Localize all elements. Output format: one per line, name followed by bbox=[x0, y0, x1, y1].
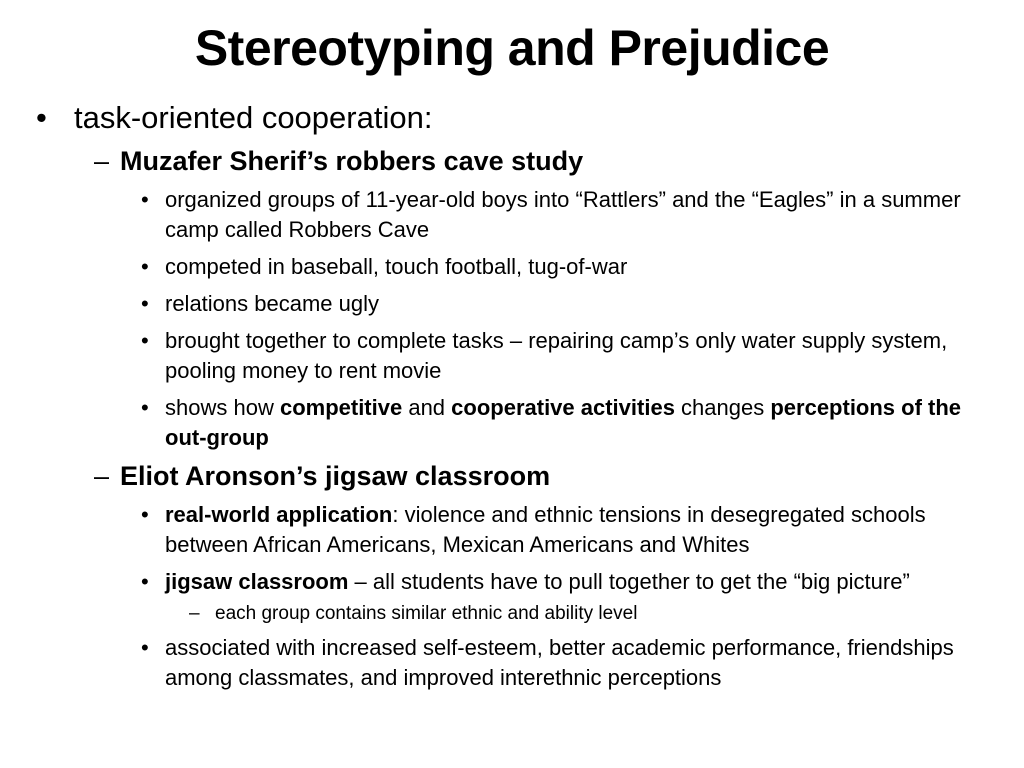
bullet-text: task-oriented cooperation: bbox=[74, 100, 433, 135]
point-emphasis: real-world application bbox=[165, 502, 393, 527]
point-text: – all students have to pull together to get the “big picture” bbox=[348, 569, 910, 594]
aronson-point-2 bbox=[141, 567, 1000, 597]
bullet-marker: • bbox=[141, 569, 149, 594]
sherif-point-4 bbox=[141, 326, 1000, 386]
aronson-subpoint bbox=[189, 602, 995, 626]
subheading-aronson bbox=[94, 459, 1000, 493]
point-emphasis: competitive bbox=[279, 395, 403, 420]
point-text: and bbox=[402, 395, 452, 420]
point-text: : violence and ethnic tensions in desegregated schools between African Americans, Mexican Americans and Whites bbox=[165, 502, 926, 557]
sherif-point-3 bbox=[141, 289, 1000, 319]
dash-marker: – bbox=[189, 603, 200, 624]
subpoint-text: each group contains similar ethnic and ability level bbox=[215, 603, 638, 624]
point-text: relations became ugly bbox=[165, 291, 380, 316]
slide-body bbox=[0, 98, 1024, 693]
bullet-marker: • bbox=[141, 187, 149, 212]
sherif-point-2 bbox=[141, 252, 1000, 282]
point-text: changes bbox=[674, 395, 771, 420]
aronson-point-3 bbox=[141, 633, 1000, 693]
aronson-point-1 bbox=[141, 500, 1000, 560]
bullet-marker: • bbox=[141, 291, 149, 316]
bullet-marker: • bbox=[141, 395, 149, 420]
point-emphasis: jigsaw classroom bbox=[165, 569, 349, 594]
subheading-text: Eliot Aronson’s jigsaw classroom bbox=[120, 461, 551, 491]
point-text: brought together to complete tasks – repairing camp’s only water supply system, pooling money to rent movie bbox=[165, 328, 948, 383]
dash-marker: – bbox=[94, 146, 110, 176]
bullet-marker: • bbox=[141, 502, 149, 527]
point-emphasis: cooperative activities bbox=[451, 395, 675, 420]
point-text: organized groups of 11-year-old boys into “Rattlers” and the “Eagles” in a summer camp called Robbers Cave bbox=[165, 187, 961, 242]
sherif-point-5 bbox=[141, 393, 1000, 453]
bullet-marker: • bbox=[141, 328, 149, 353]
bullet-marker: • bbox=[141, 635, 149, 660]
bullet-task-oriented-cooperation bbox=[36, 98, 1024, 138]
point-text: associated with increased self-esteem, better academic performance, friendships among classmates, and improved interethnic perceptions bbox=[165, 635, 954, 690]
slide-title: Stereotyping and Prejudice bbox=[194, 20, 830, 76]
subheading-sherif bbox=[94, 144, 1000, 178]
point-text: competed in baseball, touch football, tug-of-war bbox=[165, 254, 628, 279]
sherif-point-1 bbox=[141, 185, 1000, 245]
bullet-marker: • bbox=[141, 254, 149, 279]
subheading-text: Muzafer Sherif’s robbers cave study bbox=[120, 146, 584, 176]
dash-marker: – bbox=[94, 461, 110, 491]
bullet-marker: • bbox=[36, 100, 47, 135]
point-text: shows how bbox=[165, 395, 280, 420]
point-emphasis: perceptions of the out-group bbox=[165, 395, 962, 450]
